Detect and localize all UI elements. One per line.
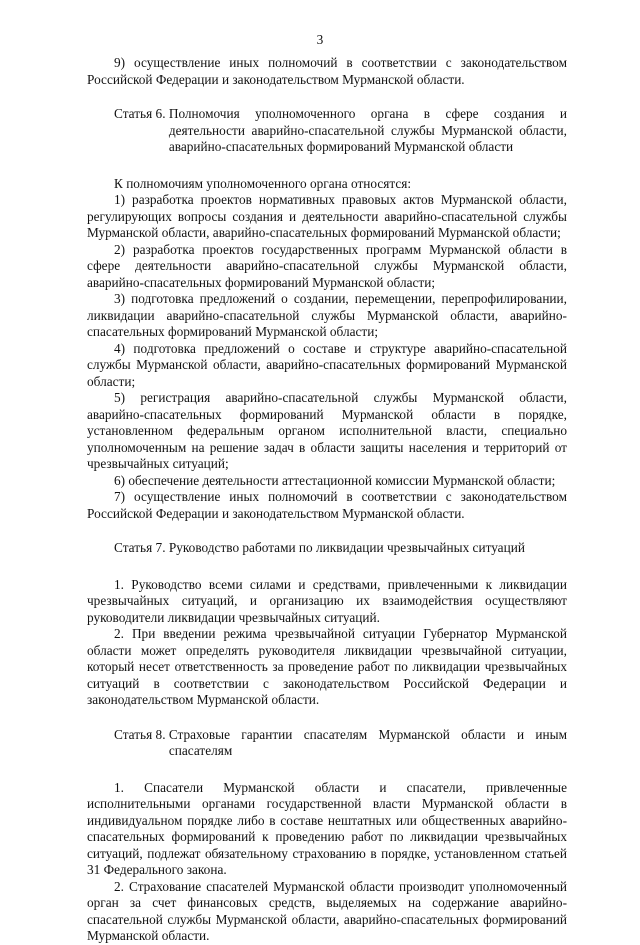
article-6-title: Полномочия уполномоченного органа в сфере создания и деятельности аварийно-спасательной службы Мурманской области, аварийно-спасательных формирований Мурманской области <box>168 106 567 154</box>
article-7-item-1: 1. Руководство всеми силами и средствами, привлеченными к ликвидации чрезвычайных ситуаций, и организацию их взаимодействия осуществляют руководители ликвидации чрезвычайных ситуаций. <box>87 576 567 625</box>
article-6-item-3: 3) подготовка предложений о создании, перемещении, перепрофилировании, ликвидации аварийно-спасательной службы Мурманской области, аварийно-спасательных формирований Мурманской области; <box>87 291 567 339</box>
article-8-heading <box>87 727 567 760</box>
article-6-item-5: 5) регистрация аварийно-спасательной службы Мурманской области, аварийно-спасательных формирований Мурманской области в порядке, установленном федеральным органом исполнительной власти, специально уполномоченным на решение задач в области защиты населения и территорий от чрезвычайных ситуаций; <box>87 390 567 471</box>
article-6-item-2: 2) разработка проектов государственных программ Мурманской области в сфере деятельности аварийно-спасательной службы Мурманской области, аварийно-спасательных формирований Мурманской области; <box>87 241 567 290</box>
article-8-item-2: 2. Страхование спасателей Мурманской области производит уполномоченный орган за счет финансовых средств, выделяемых на содержание аварийно-спасательной службы Мурманской области, аварийно-спасательных формирований Мурманской области. <box>87 878 567 943</box>
article-8-title: Страховые гарантии спасателям Мурманской области и иным спасателям <box>168 726 567 758</box>
article-6-item-7: 7) осуществление иных полномочий в соответствии с законодательством Российской Федерации и законодательством Мурманской области. <box>87 489 567 521</box>
article-8-item-1: 1. Спасатели Мурманской области и спасатели, привлеченные исполнительными органами государственной власти Мурманской области в индивидуальном порядке либо в составе нештатных или общественных аварийно-спасательных формирований к проведению работ по ликвидации чрезвычайных ситуаций, подлежат обязательному страхованию в порядке, установленном статьей 31 Федерального закона. <box>87 779 567 877</box>
article-6-intro: К полномочиям уполномоченного органа относятся: <box>114 175 412 191</box>
article-8-label: Статья 8. <box>114 726 169 742</box>
article-6-item-6: 6) обеспечение деятельности аттестационной комиссии Мурманской области; <box>114 472 556 488</box>
article-7-title: Руководство работами по ликвидации чрезвычайных ситуаций <box>168 540 525 555</box>
article-6-label: Статья 6. <box>114 106 169 121</box>
article-7-label: Статья 7. <box>114 540 169 555</box>
article-7-heading <box>87 540 567 557</box>
paragraph-item-9: 9) осуществление иных полномочий в соответствии с законодательством Российской Федерации и законодательством Мурманской области. <box>87 55 567 87</box>
article-6-heading <box>87 106 567 156</box>
article-7-item-2: 2. При введении режима чрезвычайной ситуации Губернатор Мурманской области может определять руководителя ликвидации чрезвычайной ситуации, который несет ответственность за проведение работ по ликвидации чрезвычайных ситуаций в соответствии с законодательством Российской Федерации и законодательством Мурманской области. <box>87 626 567 707</box>
page-number: 3 <box>316 32 324 47</box>
article-6-item-4: 4) подготовка предложений о составе и структуре аварийно-спасательной службы Мурманской области, аварийно-спасательных формирований Мурманской области; <box>87 340 567 389</box>
document-body <box>87 55 567 945</box>
article-6-item-1: 1) разработка проектов нормативных правовых актов Мурманской области, регулирующих вопросы создания и деятельности аварийно-спасательной службы Мурманской области, аварийно-спасательных формирований Мурманской области; <box>87 192 567 240</box>
